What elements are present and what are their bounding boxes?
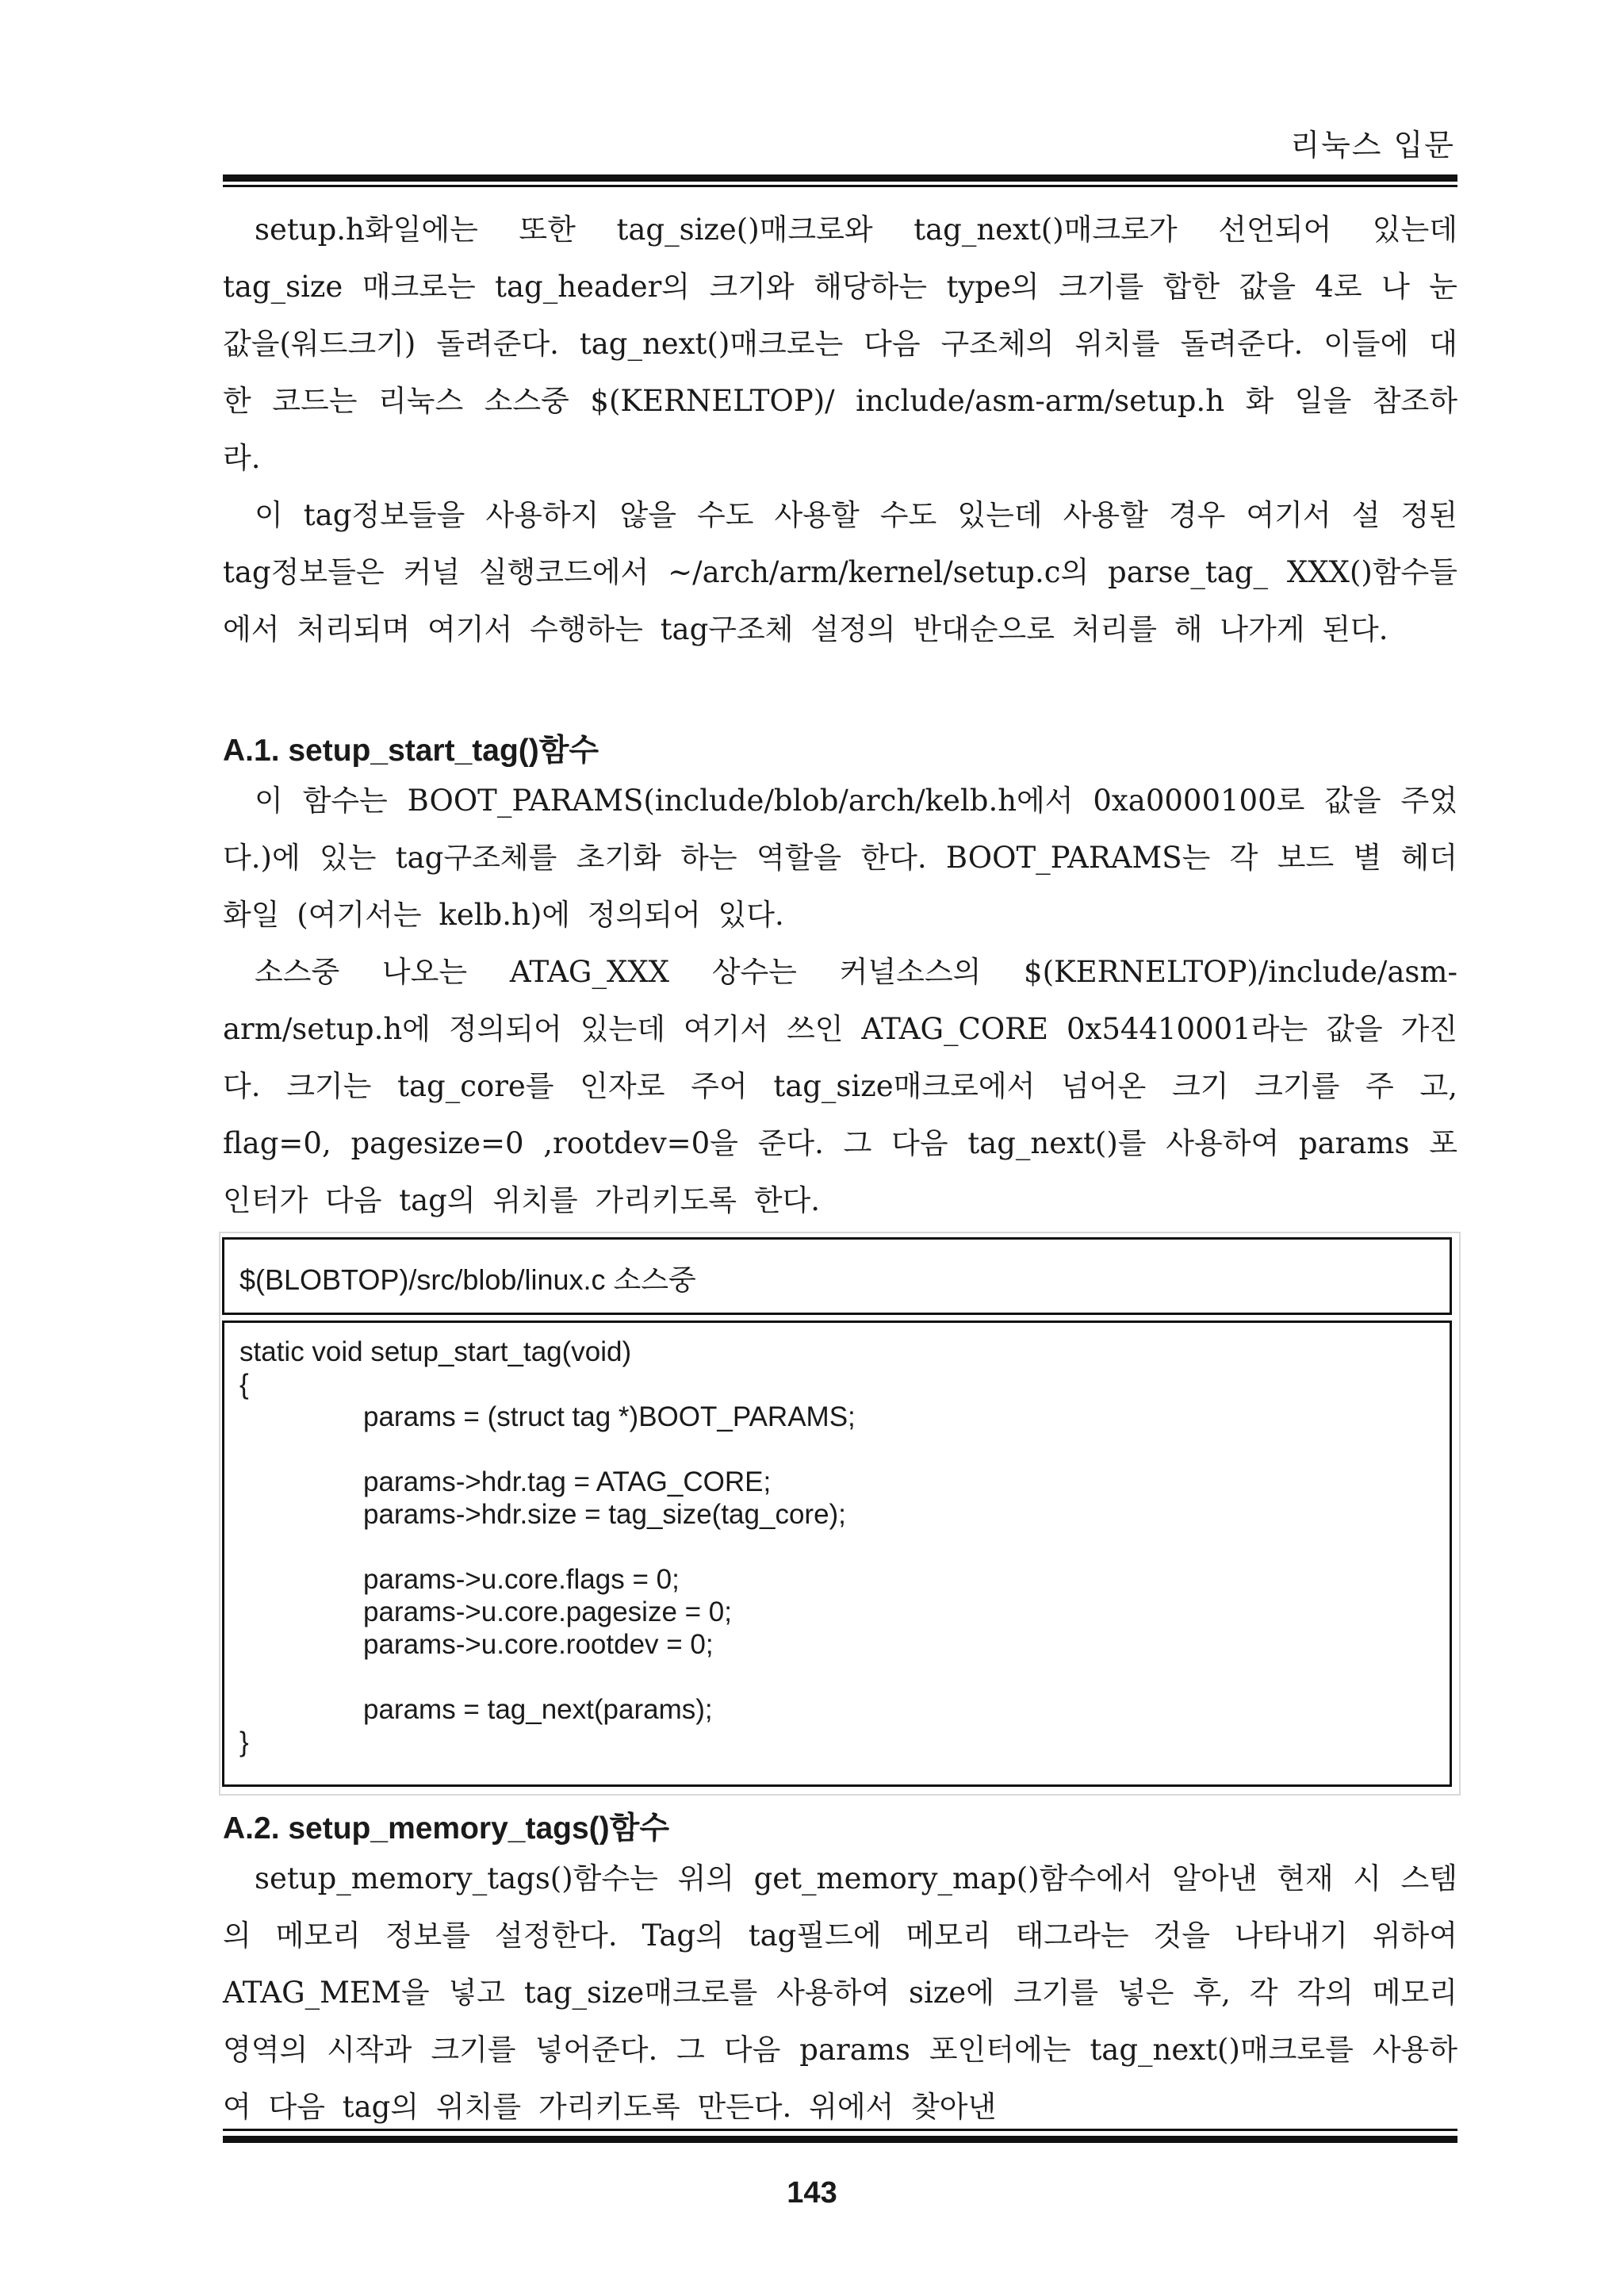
text-line: arm/setup.h에 정의되어 있는데 여기서 쓰인 ATAG_CORE 0x54410001라는 값을 [223,1012,1383,1046]
footer-rule-thick [223,2136,1457,2143]
code-line: static void setup_start_tag(void) [239,1336,632,1367]
text-line: 이 tag정보들을 사용하지 않을 수도 사용할 수도 있는데 사용할 경우 여기서 설 [255,498,1381,532]
paragraph-setup-start-tag [223,772,1457,944]
text-line: 이 함수는 BOOT_PARAMS(include/blob/arch/kelb.h에서 0xa0000100로 값을 [255,784,1381,818]
code-line: { [239,1369,249,1400]
text-line: 이들에 대한 코드는 리눅스 소스중 $(KERNELTOP)/ include/asm-arm/setup.h 화 [223,327,1458,418]
text-line: 별 헤더화일 (여기서는 kelb.h)에 정의되어 있다. [223,841,1458,932]
text-line: 해 나가게 된다. [1174,612,1388,646]
code-line: params = tag_next(params); [363,1694,713,1725]
paragraph-tag-usage [223,487,1457,658]
text-line: 고, flag=0, pagesize=0 ,rootdev=0을 준다. 그 다음 tag_next()를 사용하여 params [223,1069,1458,1160]
text-line: 일을 참조하라. [223,384,1457,475]
text-line: XXX()함수들에서 처리되며 여기서 수행하는 tag구조체 설정의 반대순으로 처리를 [223,555,1457,646]
code-line: params->hdr.size = tag_size(tag_core); [363,1499,846,1530]
text-line: 주었다.)에 있는 tag구조체를 초기화 하는 역할을 한다. BOOT_PARAMS는 각 보드 [223,784,1457,875]
paragraph-atag-constants [223,944,1457,1229]
paragraph-tag-macros [223,201,1457,487]
page-number: 143 [787,2176,837,2210]
paragraph-setup-memory-tags [223,1850,1457,2136]
section-heading-a2: A.2. setup_memory_tags()함수 [223,1811,670,1846]
text-line: 눈 값을(워드크기) 돌려준다. tag_next()매크로는 다음 구조체의 위치를 돌려준다. [223,270,1457,361]
code-line: params->u.core.rootdev = 0; [363,1629,714,1660]
text-line: tag_size 매크로는 tag_header의 크기와 해당하는 type의 크기를 합한 값을 4로 나 [223,270,1410,304]
text-line: 소스중 나오는 ATAG_XXX 상수는 커널소스의 $(KERNELTOP)/include/asm- [255,955,1457,989]
footer-rule-thin [223,2129,1457,2131]
text-line: setup_memory_tags()함수는 위의 get_memory_map()함수에서 알아낸 현재 시 [255,1861,1381,1895]
text-line: 위하여 ATAG_MEM을 넣고 tag_size매크로를 사용하여 size에 크기를 넣은 후, 각 [223,1918,1457,2010]
code-line: params->u.core.pagesize = 0; [363,1596,732,1627]
header-rule-thin [223,185,1457,187]
text-line: 가진다. 크기는 tag_core를 인자로 주어 tag_size매크로에서 넘어온 크기 크기를 주 [223,1012,1457,1103]
text-line: 포인터가 다음 tag의 위치를 가리키도록 한다. [223,1126,1457,1217]
code-line: params = (struct tag *)BOOT_PARAMS; [363,1401,856,1432]
running-header: 리눅스 입문 [1290,128,1455,163]
text-line: 정된 tag정보들은 커널 실행코드에서 ~/arch/arm/kernel/setup.c의 parse_tag_ [223,498,1457,589]
text-line: 스템의 메모리 정보를 설정한다. Tag의 tag필드에 메모리 태그라는 것을 나타내기 [223,1861,1457,1953]
text-line: tag_next()매크로를 사용하여 다음 tag의 위치를 가리키도록 만든다. 위에서 찾아낸 [223,2033,1458,2124]
code-listing-title: $(BLOBTOP)/src/blob/linux.c 소스중 [239,1263,696,1296]
text-line: 각의 메모리 영역의 시작과 크기를 넣어준다. 그 다음 params 포인터에는 [223,1976,1457,2067]
code-line: } [239,1727,249,1757]
header-rule-thick [223,174,1457,182]
code-line: params->hdr.tag = ATAG_CORE; [363,1466,772,1497]
text-line: setup.h화일에는 또한 tag_size()매크로와 tag_next()매크로가 선언되어 있는데 [255,213,1457,247]
code-line: params->u.core.flags = 0; [363,1564,680,1595]
section-heading-a1: A.1. setup_start_tag()함수 [223,734,599,768]
